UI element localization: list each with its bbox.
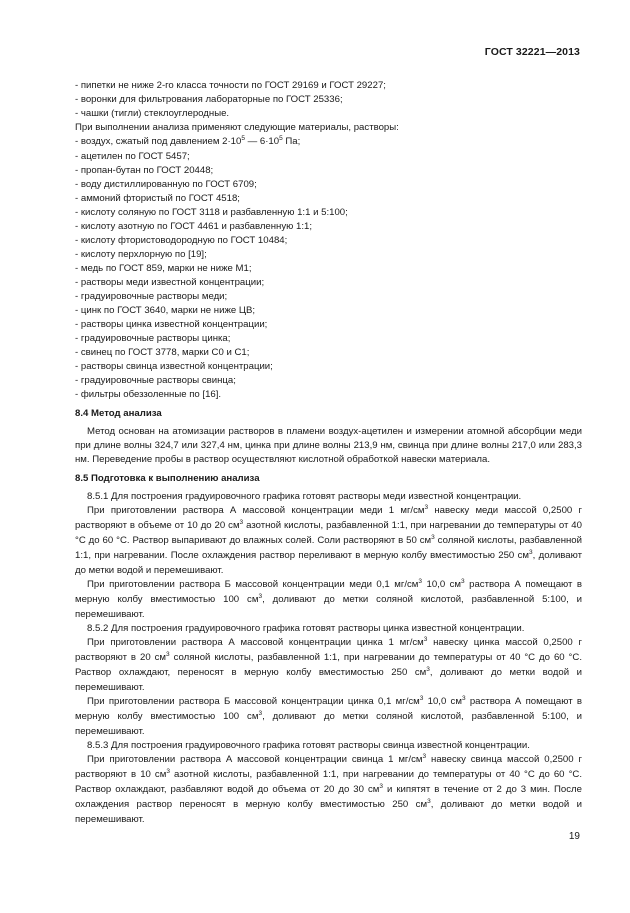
section-heading-8-4: 8.4 Метод анализа [75, 408, 162, 419]
list-item: - градуировочные растворы свинца; [75, 375, 236, 386]
paragraph-zinc-a: При приготовлении раствора А массовой концентрации цинка 1 $мг/см^3$ навеску цинка массой 0,2500 г растворяют в 20 $см^3$ соляной кислоты, разбавленной 1:1, при нагревании до температуры от 40 °С до 60 °С. Раствор охлаждают, переносят в мерную колбу вместимостью 250 $см^3$, доливают до метки водой и перемешивают. [75, 636, 582, 693]
section-heading-8-5: 8.5 Подготовка к выполнению анализа [75, 473, 260, 484]
paragraph-lead-a: При приготовлении раствора А массовой концентрации свинца 1 $мг/см^3$ навеску свинца массой 0,2500 г растворяют в 10 $см^3$ азотной кислоты, разбавленной 1:1, при нагревании до температуры от 40 °С до 60 °С. Раствор охлаждают, разбавляют водой до объема от 20 до 30 $см^3$ и кипятят в течение от 2 до 3 мин. После охлаждения раствор переносят в мерную колбу вместимостью 250 $см^3$, доливают до метки водой и перемешивают. [75, 753, 582, 825]
list-item: - пропан-бутан по ГОСТ 20448; [75, 165, 214, 176]
paragraph-copper-b: При приготовлении раствора Б массовой концентрации меди 0,1 $мг/см^3$ 10,0 $см^3$ раствора А помещают в мерную колбу вместимостью 100 $см^3$, доливают до метки соляной кислотой, разбавленной 5:100, и перемешивают. [75, 578, 582, 620]
list-item: - градуировочные растворы цинка; [75, 333, 231, 344]
list-item: - градуировочные растворы меди; [75, 291, 228, 302]
list-item: - ацетилен по ГОСТ 5457; [75, 151, 190, 162]
page-content [75, 79, 582, 827]
list-item: - свинец по ГОСТ 3778, марки С0 и С1; [75, 347, 250, 358]
paragraph-copper-a: При приготовлении раствора А массовой концентрации меди 1 $мг/см^3$ навеску меди массой 0,2500 г растворяют в объеме от 10 до 20 $см^3$ азотной кислоты, разбавленной 1:1, при нагревании до температуры от 40 °С до 60 °С. Раствор выпаривают до влажных солей. Соли растворяют в 50 $см^3$ соляной кислоты, разбавленной 1:1, при нагревании. После охлаждения раствор переливают в мерную колбу вместимостью 250 $см^3$, доливают до метки водой и перемешивают. [75, 504, 583, 576]
list-item: - воду дистиллированную по ГОСТ 6709; [75, 179, 257, 190]
list-item: - чашки (тигли) стеклоуглеродные. [75, 108, 230, 119]
list-item: - фильтры обеззоленные по [16]. [75, 389, 222, 400]
list-item: - растворы цинка известной концентрации; [75, 319, 268, 330]
paragraph-8-5-1: 8.5.1 Для построения градуировочного графика готовят растворы меди известной концентрации. [87, 491, 522, 502]
list-item: - медь по ГОСТ 859, марки не ниже М1; [75, 263, 252, 274]
list-item: - аммоний фтористый по ГОСТ 4518; [75, 193, 240, 204]
list-item: - воронки для фильтрования лабораторные по ГОСТ 25336; [75, 94, 343, 105]
list-item: - кислоту фтористоводородную по ГОСТ 10484; [75, 235, 288, 246]
list-item: - кислоту азотную по ГОСТ 4461 и разбавленную 1:1; [75, 221, 313, 232]
list-item: - растворы меди известной концентрации; [75, 277, 265, 288]
list-item-air: - воздух, сжатый под давлением $2\cdot 10^5$ — $6\cdot 10^5$ Па; [75, 135, 301, 147]
paragraph-8-5-3: 8.5.3 Для построения градуировочного графика готовят растворы свинца известной концентрации. [87, 740, 530, 751]
paragraph-method: Метод основан на атомизации растворов в пламени воздух-ацетилен и измерении атомной абсорбции меди при длине волны 324,7 или 327,4 нм, цинка при длине волны 213,9 нм, свинца при длине волны 217,0 или 283,3 нм. Переведение пробы в раствор осуществляют кислотной обработкой навески материала. [75, 426, 582, 465]
paragraph-8-5-2: 8.5.2 Для построения градуировочного графика готовят растворы цинка известной концентрации. [87, 623, 525, 634]
document-header: ГОСТ 32221—2013 [484, 46, 580, 58]
list-item: - растворы свинца известной концентрации; [75, 361, 273, 372]
page-number: 19 [568, 831, 580, 842]
list-item: - пипетки не ниже 2-го класса точности по ГОСТ 29169 и ГОСТ 29227; [75, 80, 386, 91]
list-item: - кислоту перхлорную по [19]; [75, 249, 207, 260]
list-item: - кислоту соляную по ГОСТ 3118 и разбавленную 1:1 и 5:100; [75, 207, 348, 218]
list-item: - цинк по ГОСТ 3640, марки не ниже ЦВ; [75, 305, 256, 316]
materials-intro: При выполнении анализа применяют следующие материалы, растворы: [75, 122, 399, 133]
paragraph-zinc-b: При приготовлении раствора Б массовой концентрации цинка 0,1 $мг/см^3$ 10,0 $см^3$ раствора А помещают в мерную колбу вместимостью 100 $см^3$, доливают до метки соляной кислотой, разбавленной 5:100, и перемешивают. [75, 695, 582, 737]
